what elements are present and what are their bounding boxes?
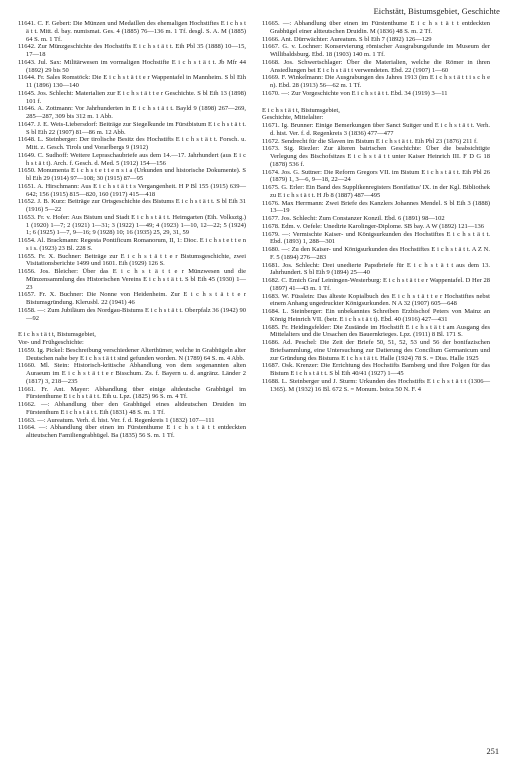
- bibliography-entry: 11678. Edm. v. Oefele: Unedirte Karolinger-Diplome. SB bay. A W (1892) 121—136: [262, 222, 485, 230]
- section-heading: E i c h s t ä t t, Bistumsgebiet,: [18, 331, 96, 339]
- bibliography-entry: 11666. Ant. Dürrwächter: Aureatum. S bl Eih 7 (1892) 126—129: [262, 35, 432, 43]
- bibliography-entry: 11651. A. Hirschmann: Aus E i c h s t ä t t s Vergangenheit. H P Bl 155 (1915) 639—642; 156 (1915) 815—820, 160 (1917) 415—418: [18, 182, 246, 198]
- bibliography-entry: 11650. Monumenta E i c h s t e t t e n s i a (Urkunden und historische Dokumente). S bl Eih 29 (1914) 97—108; 30 (1915) 87—95: [18, 167, 246, 182]
- bibliography-entry: 11683. W. Füsslein: Das älteste Kopialbuch des E i c h s t ä t t e r Hochstiftes nebst einem Anhang ungedruckter Königsurkunden. N A 32 (1907) 605—648: [262, 292, 490, 308]
- bibliography-entry: 11663. —: Aureatum. Verh. d. hist. Ver. f. d. Regenkreis 1 (1832) 107—111: [18, 416, 215, 424]
- bibliography-entry: 11674. Jos. G. Suttner: Die Reform Gregors VII. im Bistum E i c h s t ä t t. Eih Pbl 26 (1879) 1, 3—6, 9—18, 22—24: [262, 168, 490, 184]
- bibliography-entry: 11647. J. E. Weis-Liebersdorf: Beiträge zur Siegelkunde im Fürstbistum E i c h s t ä t t. S bl Eih 22 (1907) 81—86 m. 12 Abb.: [18, 120, 246, 136]
- bibliography-entry: 11645. Jos. Schlecht: Materialien zur E i c h s t ä t t e r Geschichte. S bl Eih 13 (1898) 101 f.: [18, 89, 246, 105]
- bibliography-entry: 11642. Zur Münzgeschichte des Hochstifts E i c h s t ä t t. Eih Pbl 35 (1888) 10—15, 17—18: [18, 43, 246, 58]
- bibliography-entry: 11659. Ig. Pickel: Beschreibung verschiedener Alterthümer, welche in Grabhügeln alter Deutschen nahe bey E i c h s t ä t t sind gefunden worden. N (1789) 64 S. m. 4 Abb.: [18, 346, 246, 362]
- bibliography-entry: 11685. Fr. Heidingsfelder: Die Zustände im Hochstift E i c h s t ä t t am Ausgang des Mittelalters und die Ursachen des Bauernkrieges. Lpz. (1911) 8 Bl. 171 S.: [262, 323, 490, 339]
- bibliography-entry: 11653. Fr. v. Hofer: Aus Bistum und Stadt E i c h s t ä t t. Heimgarten (Eih. Volksztg.) 1 (1920) 1—7; 2 (1921) 1—31; 3 (1922) 1—49; 4 (1923) 1—10, 12—22; 5 (1924) 1; 6 (1925) 1—7, 9—16; 9 (1928) 10; 16 (1935) 25, 29, 31, 59: [18, 213, 246, 237]
- bibliography-entry: 11675. G. Erler: Ein Band des Supplikenregisters Bonifatius' IX. in der Kgl. Bibliothek zu E i c h s t ä t t. H Jb 8 (1887) 487—495: [262, 184, 490, 199]
- bibliography-entry: 11667. G. v. Lochner: Konservierung römischer Ausgrabungsfunde im Museum der Willibaldsburg. Ebd. 18 (1903) 140 m. 1 Tf.: [262, 43, 490, 58]
- bibliography-entry: 11655. Fr. X. Buchner: Beiträge zur E i c h s t ä t t e r Bistumsgeschichte, zwei Visitationsberichte 1499 und 1601. Eih (1929) 126 S.: [18, 252, 246, 268]
- section-gap: [18, 322, 246, 331]
- page-number: 251: [486, 747, 499, 756]
- bibliography-entry: 11679. —: Vermischte Kaiser- und Königsurkunden des Hochstiftes E i c h s t ä t t. Ebd. (1893) 1, 288—301: [262, 230, 490, 246]
- bibliography-entry: 11671. Ig. Brunner: Einige Bemerkungen über Sanct Suitger und E i c h s t ä t t. Verh. d. hist. Ver. f. d. Regenkreis 3 (1836) 477—477: [262, 122, 490, 137]
- bibliography-entry: 11686. Ad. Peschel: Die Zeit der Briefe 50, 51, 52, 53 und 56 der bonifazischen Briefsammlung, eine Untersuchung zur Datierung des Concilium Germanicum und zur Gründung des Bistums E i c h s t ä t t. Halle (1924) 78 S. = Diss. Halle 1925: [262, 339, 490, 362]
- bibliography-entry: 11660. Ml. Stein: Historisch-kritische Abhandlung von dem sogenannten alten Auraeum im E i c h s t ä t t e r Bisschum. Zs. f. Bayern u. d. angränz. Länder 2 (1817) 3, 218—235: [18, 362, 246, 385]
- page-header: Eichstätt, Bistumsgebiet, Geschichte: [373, 7, 500, 16]
- bibliography-entry: 11681. Jos. Schlecht: Drei unedierte Papstbriefe für E i c h s t ä t t aus dem 13. Jahrhundert. S bl Eih 9 (1894) 25—40: [262, 261, 490, 277]
- bibliography-entry: 11670. —: Zur Vorgeschichte von E i c h s t ä t t. Ebd. 34 (1919) 3—11: [262, 89, 448, 97]
- bibliography-entry: 11673. Sig. Riezler: Zur älteren bairischen Geschichte: Über die beabsichtigte Verlegung des Bischofsitzes E i c h s t ä t t unter Kaiser Heinrich III. F D G 18 (1878) 536 f.: [262, 145, 490, 168]
- bibliography-entry: 11664. —: Abhandlung über einen im Fürstenthume E i c h s t ä t t entdeckten altteutschen Familiengrabhügel. Ba (1835) 56 S. m. 1 Tf.: [18, 424, 246, 439]
- bibliography-entry: 11669. F. Winkelmann: Die Ausgrabungen des Jahres 1913 (im E i c h s t ä t t i s c h e n). Ebd. 28 (1913) 56—62 m. 1 Tf.: [262, 74, 490, 89]
- bibliography-entry: 11672. Sendrecht für die Slaven im Bistum E i c h s t ä t t. Eih Pbl 23 (1876) 211 f.: [262, 137, 478, 145]
- bibliography-entry: 11658. —: Zum Jubiläum des Nordgau-Bistums E i c h s t ä t t. Oberpfalz 36 (1942) 90—92: [18, 306, 246, 322]
- bibliography-entry: 11646. A. Zottmann: Vor Jahrhunderten in E i c h s t ä t t. Bayld 9 (1898) 267—269, 285—287, 309 bis 312 m. 1 Abb.: [18, 105, 246, 120]
- bibliography-entry: 11687. Osk. Krenzer: Die Errichtung des Hochstifts Bamberg und ihre Folgen für das Bistum E i c h s t ä t t. S bl Eih 40/41 (1927) 1—45: [262, 362, 490, 377]
- bibliography-entry: 11662. —: Abhandlung über den Grabhügel eines altdeutschen Druiden im Fürstenthum E i c h s t ä t t. Eih (1831) 48 S. m. 1 Tf.: [18, 401, 246, 416]
- bibliography-entry: 11657. Fr. X. Buchner: Die Nonne von Heidenheim. Zur E i c h s t ä t t e r Bistumsgründung. Klerusbl. 22 (1941) 46: [18, 291, 246, 306]
- bibliography-entry: 11654. Al. Brackmann: Regesta Pontificum Romanorum, II, 1: Dioc. E i c h s t e t t e n s i s. (1923) 23 Bl. 228 S.: [18, 237, 246, 252]
- bibliography-entry: 11682. C. Emich Graf Leiningen-Westerburg: E i c h s t ä t t e r Wappentafel. D Her 28 (1897) 41—43 m. 1 Tf.: [262, 277, 490, 292]
- bibliography-entry: 11684. L. Steinberger: Ein unbekanntes Schreiben Erzbischof Peters von Mainz an König Heinrich VII. (betr. E i c h s t ä t t). Ebd. 40 (1916) 427—431: [262, 308, 490, 323]
- bibliography-entry: 11677. Jos. Schlecht: Zum Constanzer Konzil. Ebd. 6 (1891) 98—102: [262, 215, 445, 222]
- bibliography-entry: 11665. —: Abhandlung über einen im Fürstenthume E i c h s t ä t t entdeckten Grabhügel einer altteutschen Druidin. M (1836) 48 S. m. 2 Tf.: [262, 20, 490, 35]
- right-column: [262, 20, 490, 393]
- bibliography-entry: 11649. C. Sudhoff: Weitere Lepraschaubriefe aus dem 14.—17. Jahrhundert (aus E i c h s t ä t t). Arch. f. Gesch. d. Med. 5 (1912) 154—156: [18, 151, 246, 167]
- bibliography-entry: 11688. L. Steinberger und J. Sturm: Urkunden des Hochstifts E i c h s t ä t t (1306—1365). M (1932) 16 Bl. 672 S. = Monum. boica 50 N. F. 4: [262, 377, 490, 393]
- bibliography-entry: 11680. —: Zu den Kaiser- und Königsurkunden des Hochstiftes E i c h s t ä t t. A Z N. F. 5 (1894) 276—283: [262, 246, 490, 261]
- bibliography-entry: 11668. Jos. Schwertschlager: Über die Materialien, welche die Römer in ihren Ansiedlungen bei E i c h s t ä t t verwendeten. Ebd. 22 (1907) 1—60: [262, 58, 490, 74]
- bibliography-entry: 11644. Fr. Sales Romstöck: Die E i c h s t ä t t e r Wappentafel in Mannheim. S bl Eih 11 (1896) 130—140: [18, 74, 246, 89]
- bibliography-entry: 11643. Jul. Sax: Militärwesen im vormaligen Hochstifte E i c h s t ä t t. Jb Mfr 44 (1892) 29 bis 50: [18, 58, 246, 74]
- bibliography-entry: 11661. Fr. Ant. Mayer: Abhandlung über einige altdeutsche Grabhügel im Fürstenthume E i c h s t ä t t. Eih u. Lpz. (1825) 96 S. m. 4 Tf.: [18, 385, 246, 401]
- bibliography-entry: 11652. J. B. Kurz: Beiträge zur Ortsgeschichte des Bistums E i c h s t ä t t. S bl Eih 31 (1916) 5—22: [18, 198, 246, 213]
- bibliography-entry: 11676. Max Herrmann: Zwei Briefe des Kanzlers Johannes Mendel. S bl Eih 3 (1888) 13—19: [262, 199, 490, 215]
- left-column: [18, 20, 246, 440]
- bibliography-entry: 11656. Jos. Bleicher: Über das E i c h s t ä t t e r Münzwesen und die Münzensammlung des Historischen Vereins E i c h s t ä t t. S bl Eih 45 (1930) 1—23: [18, 268, 246, 291]
- bibliography-entry: 11641. C. F. Gebert: Die Münzen und Medaillen des ehemaligen Hochstiftes E i c h s t ä t t. Mitt. d. bay. numismat. Ges. 4 (1885) 76—136 m. 1 Tf. desgl. S. A. M (1885) 64 S. m. 1 Tf.: [18, 20, 246, 43]
- section-gap: [262, 98, 490, 107]
- bibliography-entry: 11648. L. Steinberger: Der tirolische Besitz des Hochstifts E i c h s t ä t t. Forsch. u. Mitt. z. Gesch. Tirols und Vorarlbergs 9 (1912): [18, 136, 246, 151]
- section-subheading: Geschichte, Mittelalter:: [262, 114, 324, 122]
- section-heading: E i c h s t ä t t, Bistumsgebiet,: [262, 106, 340, 114]
- section-subheading: Vor- und Frühgeschichte:: [18, 339, 84, 346]
